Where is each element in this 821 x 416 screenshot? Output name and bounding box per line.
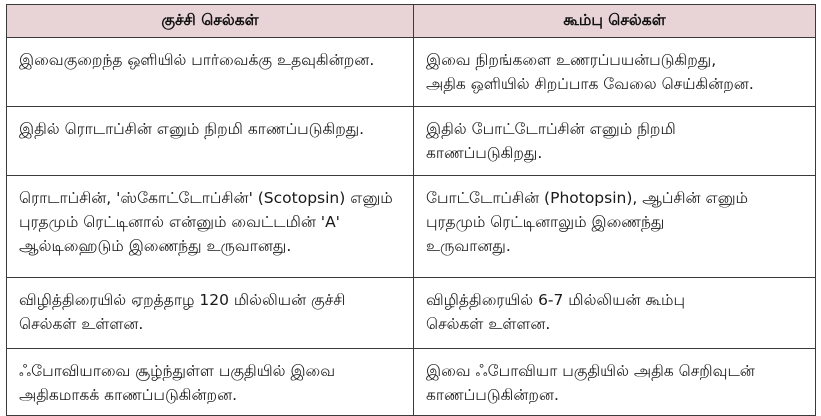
cone-cell-count bbox=[414, 278, 816, 349]
rod-cell-composition bbox=[7, 176, 414, 278]
header-cone-cells: கூம்பு செல்கள் bbox=[414, 5, 816, 38]
table-row bbox=[7, 107, 816, 176]
cell-text: இவைகுறைந்த ஒளியில் பார்வைக்கு உதவுகின்றன. bbox=[19, 51, 375, 69]
table-row bbox=[7, 176, 816, 278]
cell-text: விழித்திரையில் ஏறத்தாழ 120 மில்லியன் குச்சி செல்கள் உள்ளன. bbox=[19, 291, 346, 333]
cone-cell-function bbox=[414, 38, 816, 107]
rod-cell-function bbox=[7, 38, 414, 107]
cell-text: இவை நிறங்களை உணரப்பயன்படுகிறது, அதிக ஒளியில் சிறப்பாக வேலை செய்கின்றன. bbox=[426, 51, 754, 93]
table-row bbox=[7, 278, 816, 349]
rod-cell-count bbox=[7, 278, 414, 349]
rod-cone-comparison-table bbox=[6, 4, 816, 416]
table-header-row bbox=[7, 5, 816, 38]
cell-text: ஃபோவியாவை சூழ்ந்துள்ள பகுதியில் இவை அதிகமாகக் காணப்படுகின்றன. bbox=[19, 362, 336, 404]
cell-text: விழித்திரையில் 6-7 மில்லியன் கூம்பு செல்கள் உள்ளன. bbox=[426, 291, 686, 333]
table-row bbox=[7, 38, 816, 107]
cone-cell-pigment bbox=[414, 107, 816, 176]
rod-cell-pigment bbox=[7, 107, 414, 176]
table-row bbox=[7, 349, 816, 416]
cell-text: இதில் போட்டோப்சின் எனும் நிறமி காணப்படுகிறது. bbox=[426, 120, 676, 162]
rod-cell-location bbox=[7, 349, 414, 416]
cone-cell-location bbox=[414, 349, 816, 416]
header-rod-cells: குச்சி செல்கள் bbox=[7, 5, 414, 38]
cell-text: இவை ஃபோவியா பகுதியில் அதிக செறிவுடன் காணப்படுகின்றன. bbox=[426, 362, 755, 404]
cone-cell-composition bbox=[414, 176, 816, 278]
cell-text: போட்டோப்சின் (Photopsin), ஆப்சின் எனும் புரதமும் ரெட்டினாலும் இணைந்து உருவானது. bbox=[426, 189, 749, 255]
cell-text: இதில் ரொடாப்சின் எனும் நிறமி காணப்படுகிறது. bbox=[19, 120, 365, 138]
cell-text: ரொடாப்சின், 'ஸ்கோட்டோப்சின்' (Scotopsin) எனும் புரதமும் ரெட்டினால் என்னும் வைட்டமின் 'A' ஆல்டிஹைடும் இணைந்து உருவானது. bbox=[19, 189, 393, 255]
